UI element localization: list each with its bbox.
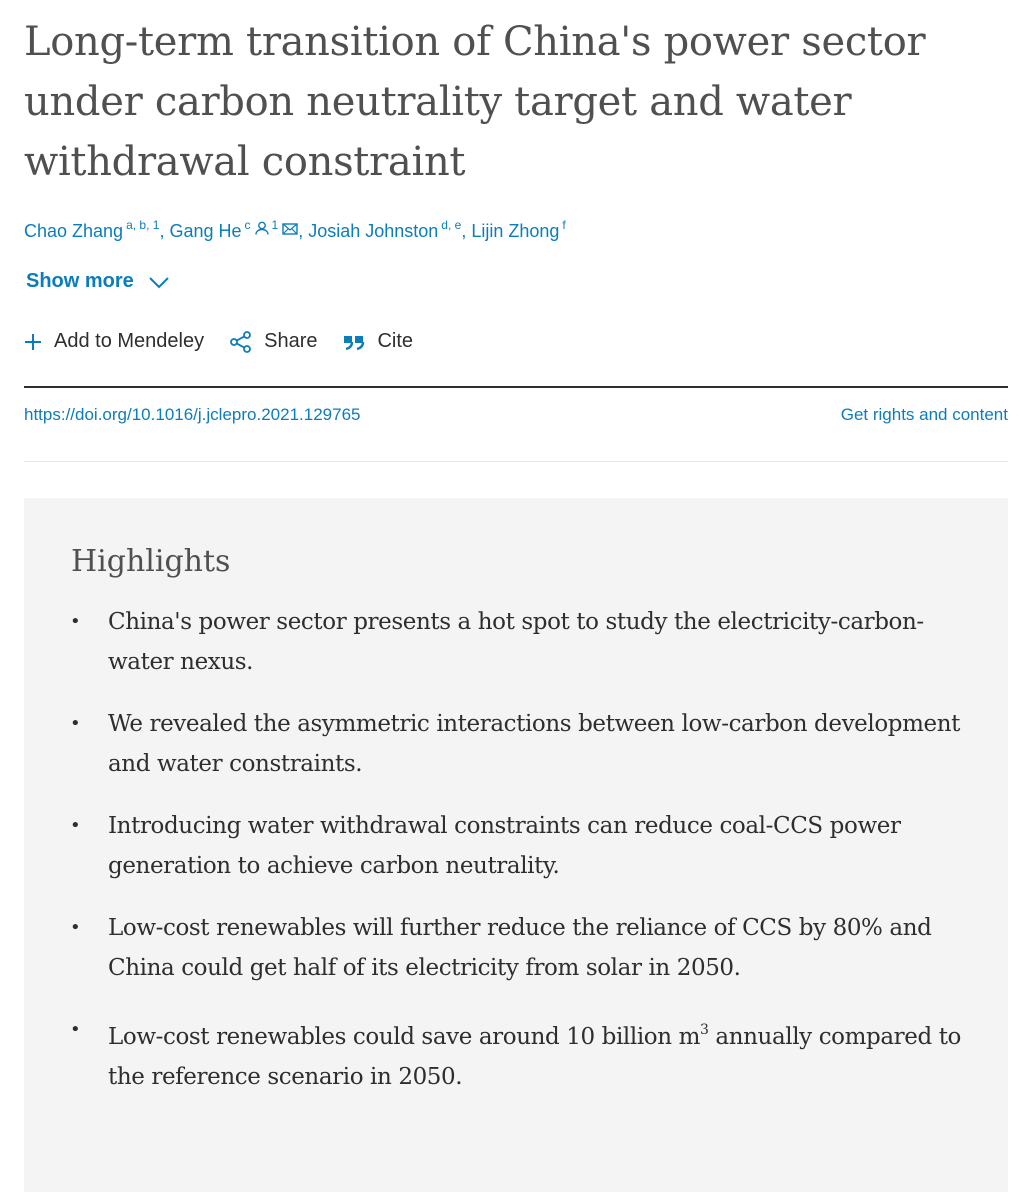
author-list: Chao Zhang $^{a, b, 1}$, Gang He $^c$ $^1$ , Josiah Johnston $^{d, e}$, Lijin Zhong $^f$ (24, 218, 566, 241)
highlights-list (68, 602, 968, 1119)
plus-icon (24, 333, 42, 351)
show-more-label: Show more (26, 270, 134, 292)
author-link[interactable]: Lijin Zhong (471, 221, 560, 241)
article-toolbar (24, 330, 413, 353)
highlights-panel (24, 498, 1008, 1192)
list-item: • Low-cost renewables will further reduce the reliance of CCS by 80% and China could get half of its electricity from solar in 2050. (70, 915, 932, 981)
author-link[interactable]: Josiah Johnston (308, 221, 439, 241)
list-item: • We revealed the asymmetric interactions between low-carbon development and water constraints. (70, 711, 960, 777)
article-title: Long-term transition of China's power sector under carbon neutrality target and water withdrawal constraint (24, 19, 926, 185)
envelope-icon[interactable] (282, 219, 298, 240)
show-more-button[interactable] (26, 270, 170, 293)
chevron-down-icon (148, 275, 170, 289)
cite-button[interactable]: Cite (343, 330, 413, 353)
author-link[interactable]: Chao Zhang (24, 221, 124, 241)
add-to-mendeley-button[interactable]: Add to Mendeley (24, 330, 204, 353)
list-item: • Introducing water withdrawal constraints can reduce coal-CCS power generation to achieve carbon neutrality. (70, 813, 901, 879)
divider (24, 461, 1008, 462)
rights-link[interactable]: Get rights and content (840, 405, 1008, 424)
highlights-title: Highlights (71, 544, 231, 579)
share-button[interactable]: Share (230, 330, 317, 353)
list-item: • China's power sector presents a hot spot to study the electricity-carbon-water nexus. (70, 609, 924, 675)
list-item: • Low-cost renewables could save around 10 billion $m^3$ annually compared to the reference scenario in 2050. (70, 1019, 961, 1090)
author-link[interactable]: Gang He (169, 221, 242, 241)
quote-icon (343, 333, 365, 351)
doi-link[interactable]: https://doi.org/10.1016/j.jclepro.2021.129765 (24, 405, 361, 424)
share-icon (230, 331, 252, 353)
person-icon[interactable] (255, 219, 269, 240)
divider (24, 386, 1008, 388)
